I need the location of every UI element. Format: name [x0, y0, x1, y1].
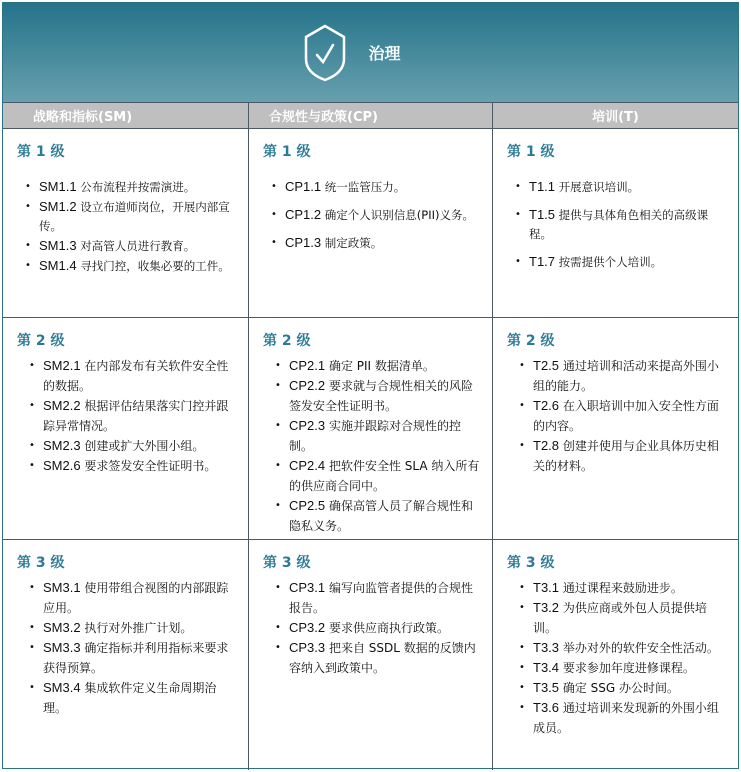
practice-code: CP2.3 — [289, 418, 326, 433]
practice-text: 要求签发安全性证明书。 — [84, 459, 217, 473]
level-grid — [3, 129, 738, 770]
level-cell — [249, 318, 493, 539]
practice-text: 公布流程并按需演进。 — [80, 180, 196, 194]
practice-text: 把来自 SSDL 数据的反馈内容纳入到政策中。 — [289, 641, 476, 675]
level-heading: 第 3 级 — [17, 555, 65, 571]
practice-code: SM2.3 — [43, 438, 81, 453]
practice-item — [17, 618, 238, 638]
level-cell — [493, 129, 738, 317]
practice-code: CP3.2 — [289, 620, 326, 635]
practice-list — [17, 578, 238, 718]
practice-code: T3.4 — [533, 660, 560, 675]
practice-text: 按需提供个人培训。 — [558, 255, 663, 269]
header-banner — [3, 3, 738, 102]
practice-code: SM3.3 — [43, 640, 81, 655]
practice-text: 集成软件定义生命周期治理。 — [43, 681, 217, 715]
practice-text: 为供应商或外包人员提供培训。 — [533, 601, 707, 635]
practice-list — [263, 578, 482, 678]
practice-code: CP2.5 — [289, 498, 326, 513]
practice-text: 通过课程来鼓励进步。 — [562, 581, 683, 595]
practice-item — [263, 233, 482, 253]
practice-code: CP1.3 — [285, 235, 322, 250]
practice-code: T1.7 — [529, 254, 556, 269]
practice-code: T2.6 — [533, 398, 560, 413]
level-cell — [249, 540, 493, 770]
practice-code: SM3.1 — [43, 580, 81, 595]
level-cell — [3, 540, 249, 770]
level-row — [3, 540, 738, 770]
level-cell — [493, 540, 738, 770]
level-heading: 第 1 级 — [263, 144, 311, 160]
level-heading: 第 2 级 — [507, 333, 555, 349]
practice-text: 根据评估结果落实门控并跟踪异常情况。 — [43, 399, 229, 433]
practice-text: 确定 SSG 办公时间。 — [562, 681, 680, 695]
level-heading: 第 2 级 — [263, 333, 311, 349]
level-cell — [249, 129, 493, 317]
practice-item — [17, 256, 238, 276]
practice-item — [263, 456, 482, 496]
governance-table — [2, 2, 739, 769]
practice-item — [507, 658, 728, 678]
practice-list — [263, 356, 482, 536]
practice-text: 开展意识培训。 — [558, 180, 640, 194]
level-cell — [493, 318, 738, 539]
practice-code: T3.6 — [533, 700, 560, 715]
level-heading: 第 2 级 — [17, 333, 65, 349]
practice-text: 创建并使用与企业具体历史相关的材料。 — [533, 439, 719, 473]
practice-code: T3.5 — [533, 680, 560, 695]
column-header-t: 培训(T) — [592, 110, 639, 125]
practice-text: 确定 PII 数据清单。 — [328, 359, 435, 373]
practice-item — [17, 638, 238, 678]
practice-item — [507, 638, 728, 658]
practice-code: CP3.3 — [289, 640, 326, 655]
practice-text: 提供与具体角色相关的高级课程。 — [529, 208, 709, 241]
practice-item — [507, 356, 728, 396]
practice-list — [17, 356, 238, 476]
level-cell — [3, 318, 249, 539]
practice-code: CP2.4 — [289, 458, 326, 473]
practice-code: T1.1 — [529, 179, 556, 194]
practice-text: 要求参加年度进修课程。 — [562, 661, 695, 675]
practice-text: 在入职培训中加入安全性方面的内容。 — [533, 399, 719, 433]
practice-item — [263, 638, 482, 678]
practice-text: 把软件安全性 SLA 纳入所有的供应商合同中。 — [289, 459, 480, 493]
practice-text: 制定政策。 — [324, 236, 383, 250]
level-cell — [3, 129, 249, 317]
column-header-cp: 合规性与政策(CP) — [249, 103, 493, 128]
practice-text: 设立布道师岗位，开展内部宣传。 — [39, 200, 230, 233]
practice-text: 要求供应商执行政策。 — [328, 621, 449, 635]
practice-text: 使用带组合视图的内部跟踪应用。 — [43, 581, 229, 615]
practice-text: 通过培训和活动来提高外围小组的能力。 — [533, 359, 719, 393]
practice-code: SM1.4 — [39, 258, 77, 273]
practice-list — [507, 177, 728, 272]
practice-item — [507, 205, 728, 244]
practice-item — [263, 416, 482, 456]
practice-code: SM1.2 — [39, 199, 77, 214]
practice-code: SM3.4 — [43, 680, 81, 695]
column-headers — [3, 102, 738, 129]
practice-item — [263, 177, 482, 197]
practice-list — [507, 356, 728, 476]
practice-code: SM2.1 — [43, 358, 81, 373]
practice-item — [17, 236, 238, 256]
practice-list — [507, 578, 728, 738]
practice-item — [17, 456, 238, 476]
practice-code: CP2.2 — [289, 378, 326, 393]
column-header-sm: 战略和指标(SM) — [3, 103, 249, 128]
practice-code: SM1.1 — [39, 179, 77, 194]
practice-list — [17, 177, 238, 276]
practice-code: T1.5 — [529, 207, 556, 222]
level-heading: 第 1 级 — [17, 144, 65, 160]
practice-code: T2.8 — [533, 438, 560, 453]
practice-code: SM3.2 — [43, 620, 81, 635]
practice-text: 确定个人识别信息(PII)义务。 — [324, 208, 474, 222]
practice-text: 寻找门控，收集必要的工件。 — [80, 259, 230, 273]
practice-code: SM2.2 — [43, 398, 81, 413]
practice-text: 举办对外的软件安全性活动。 — [562, 641, 719, 655]
practice-code: CP1.2 — [285, 207, 322, 222]
practice-item — [17, 197, 238, 236]
practice-item — [507, 678, 728, 698]
practice-text: 实施并跟踪对合规性的控制。 — [289, 419, 461, 453]
practice-text: 对高管人员进行教育。 — [80, 239, 196, 253]
practice-text: 执行对外推广计划。 — [84, 621, 193, 635]
practice-item — [263, 578, 482, 618]
header-title: 治理 — [368, 44, 401, 63]
practice-text: 要求就与合规性相关的风险签发安全性证明书。 — [289, 379, 473, 413]
practice-code: SM1.3 — [39, 238, 77, 253]
practice-item — [507, 578, 728, 598]
practice-code: T2.5 — [533, 358, 560, 373]
practice-item — [507, 598, 728, 638]
practice-code: T3.1 — [533, 580, 560, 595]
practice-text: 统一监管压力。 — [324, 180, 406, 194]
practice-code: T3.2 — [533, 600, 560, 615]
level-heading: 第 1 级 — [507, 144, 555, 160]
practice-item — [263, 205, 482, 225]
practice-text: 通过培训来发现新的外围小组成员。 — [533, 701, 719, 735]
practice-item — [263, 496, 482, 536]
level-heading: 第 3 级 — [263, 555, 311, 571]
practice-item — [17, 678, 238, 718]
practice-text: 编写向监管者提供的合规性报告。 — [289, 581, 473, 615]
practice-text: 在内部发布有关软件安全性的数据。 — [43, 359, 229, 393]
practice-item — [17, 177, 238, 197]
practice-code: CP2.1 — [289, 358, 326, 373]
practice-item — [17, 578, 238, 618]
practice-text: 确保高管人员了解合规性和隐私义务。 — [289, 499, 473, 533]
level-row — [3, 129, 738, 318]
practice-code: CP1.1 — [285, 179, 322, 194]
level-row — [3, 318, 738, 540]
practice-item — [507, 698, 728, 738]
practice-item — [263, 618, 482, 638]
practice-code: CP3.1 — [289, 580, 326, 595]
practice-item — [507, 252, 728, 272]
practice-item — [17, 396, 238, 436]
practice-item — [263, 356, 482, 376]
practice-text: 创建或扩大外围小组。 — [84, 439, 205, 453]
practice-code: T3.3 — [533, 640, 560, 655]
practice-item — [17, 436, 238, 456]
practice-text: 确定指标并利用指标来要求获得预算。 — [43, 641, 229, 675]
shield-check-icon — [300, 23, 350, 83]
practice-item — [507, 177, 728, 197]
practice-item — [263, 376, 482, 416]
practice-item — [507, 436, 728, 476]
practice-code: SM2.6 — [43, 458, 81, 473]
level-heading: 第 3 级 — [507, 555, 555, 571]
practice-list — [263, 177, 482, 253]
practice-item — [17, 356, 238, 396]
practice-item — [507, 396, 728, 436]
